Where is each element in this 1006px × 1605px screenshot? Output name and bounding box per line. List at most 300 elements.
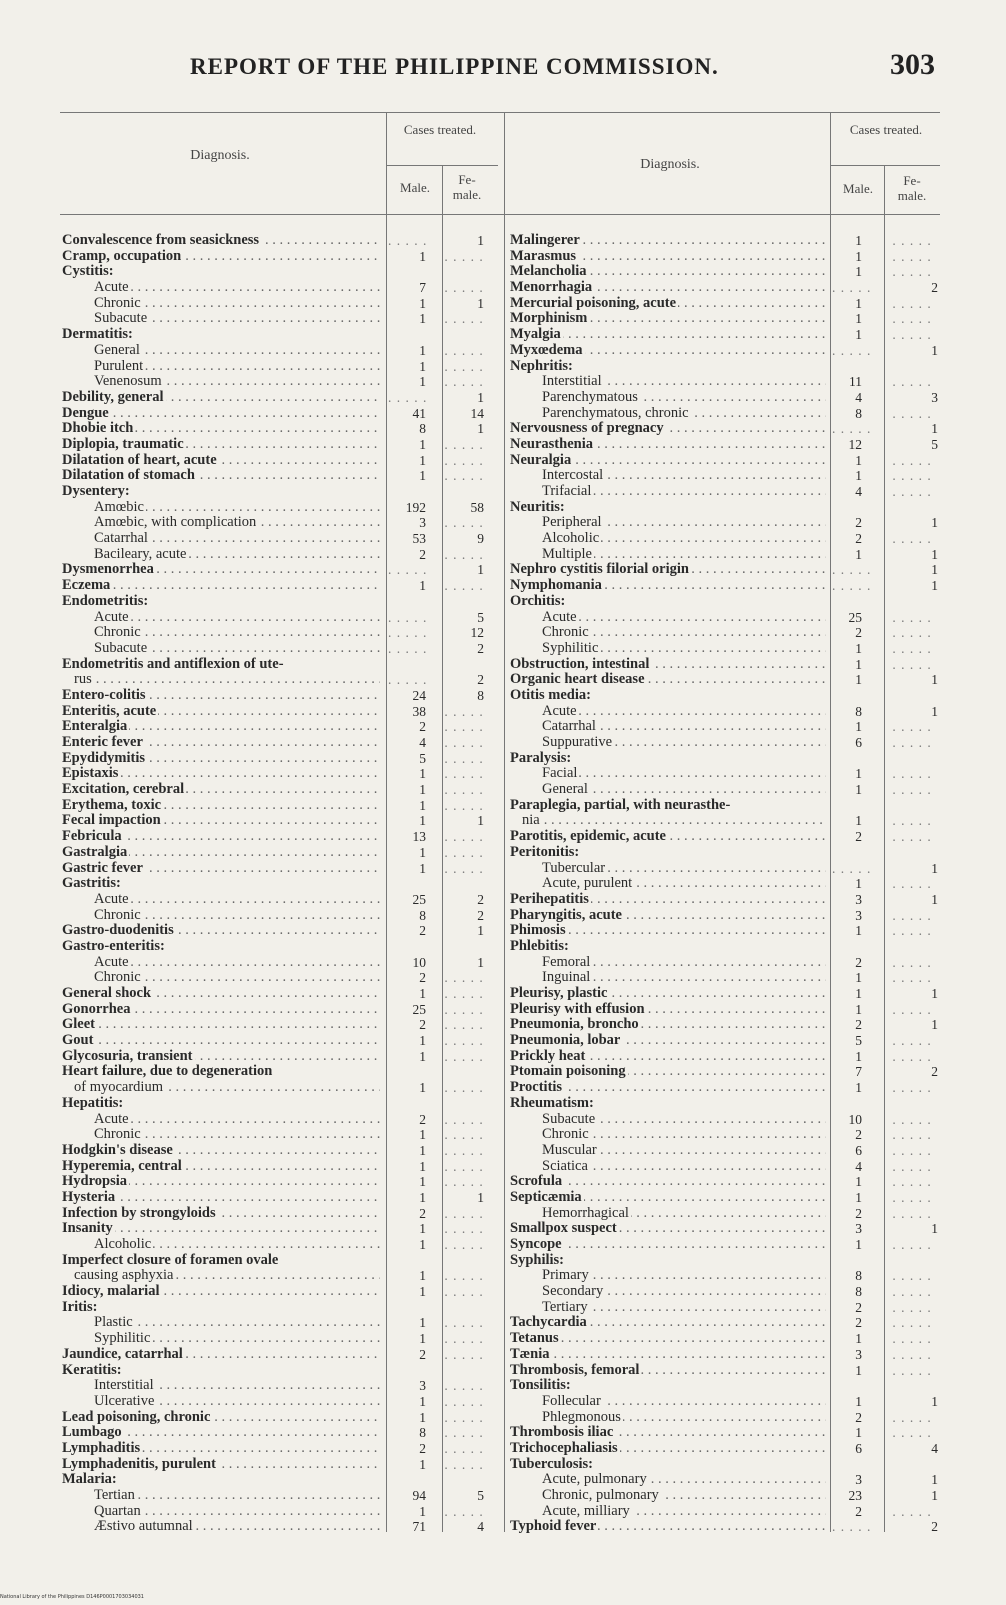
female-count: . . . . .: [444, 1456, 484, 1472]
female-count: . . . . .: [444, 248, 484, 264]
female-count: . . . . .: [892, 1001, 932, 1017]
diagnosis-text: Interstitial: [94, 1378, 154, 1394]
table-row: [510, 1190, 940, 1206]
diagnosis-label: [510, 1441, 826, 1457]
male-count: 1: [419, 1409, 426, 1425]
diagnosis-text: Morphinism: [510, 311, 588, 327]
diagnosis-label: [62, 1284, 380, 1300]
table-row: [510, 1268, 940, 1284]
female-count: . . . . .: [892, 1048, 932, 1064]
table-row: [62, 578, 502, 594]
female-count: . . . . .: [892, 656, 932, 672]
male-count: 1: [855, 546, 862, 562]
diagnosis-text: Subacute: [94, 640, 148, 656]
diagnosis-text: Convalescence from seasickness: [62, 233, 260, 248]
table-top-rule: [60, 112, 940, 113]
table-row: [62, 1378, 502, 1394]
male-count: 3: [419, 515, 426, 531]
diagnosis-label: [62, 1143, 380, 1159]
table-row: [510, 421, 940, 437]
diagnosis-label: [542, 515, 826, 531]
male-count: 1: [855, 295, 862, 311]
diagnosis-label: [510, 1064, 826, 1080]
female-count: 5: [477, 1488, 484, 1503]
diagnosis-text: Acute: [94, 280, 129, 296]
male-count: 8: [855, 1268, 862, 1284]
table-row: [62, 311, 502, 327]
table-row: [510, 1206, 940, 1222]
female-count: . . . . .: [892, 295, 932, 311]
diagnosis-text: Erythema, toxic: [62, 797, 162, 813]
female-count: . . . . .: [892, 264, 932, 280]
diagnosis-text: Pneumonia, lobar: [510, 1033, 621, 1049]
diagnosis-label: [510, 280, 826, 296]
male-count: 192: [405, 499, 426, 515]
diagnosis-text: Interstitial: [542, 374, 602, 390]
diagnosis-label: [62, 766, 380, 782]
diagnosis-text: Chronic: [94, 625, 141, 641]
diagnosis-text: Nervousness of pregnacy: [510, 421, 664, 437]
table-row: [62, 719, 502, 735]
male-count: 2: [419, 1440, 426, 1456]
diagnosis-text: Lumbago: [62, 1425, 122, 1441]
diagnosis-text: Plastic: [94, 1315, 133, 1331]
female-count: . . . . .: [892, 1362, 932, 1378]
left-diagnosis-heading: Diagnosis.: [190, 148, 250, 163]
male-count: 1: [419, 766, 426, 782]
table-row: [510, 1300, 940, 1316]
female-count: . . . . .: [892, 1503, 932, 1519]
diagnosis-label: [542, 468, 826, 484]
diagnosis-text: of myocardium: [74, 1080, 163, 1096]
diagnosis-text: Chronic: [542, 625, 589, 641]
diagnosis-label: [542, 955, 826, 971]
diagnosis-text: Pleurisy, plastic: [510, 986, 608, 1001]
table-row: [62, 876, 502, 892]
diagnosis-text: Acute, pulmonary: [542, 1472, 647, 1488]
diagnosis-label: [542, 484, 826, 500]
table-row: [62, 484, 502, 500]
female-count: . . . . .: [444, 1237, 484, 1252]
female-count: . . . . .: [892, 1425, 932, 1441]
male-count: 2: [419, 546, 426, 562]
female-count: . . . . .: [444, 452, 484, 468]
table-row: [62, 390, 502, 406]
diagnosis-label: [510, 1017, 826, 1033]
male-count: . . . . .: [832, 342, 872, 358]
male-count: 53: [412, 531, 426, 547]
table-row: [510, 1472, 940, 1488]
diagnosis-text: Intercostal: [542, 468, 604, 484]
diagnosis-text: Iritis:: [62, 1299, 98, 1315]
female-count: . . . . .: [444, 986, 484, 1001]
diagnosis-label: [510, 1347, 826, 1363]
diagnosis-label: [510, 359, 826, 375]
male-count: 1: [419, 248, 426, 264]
female-count: . . . . .: [444, 546, 484, 562]
diagnosis-text: Gastro-enteritis:: [62, 938, 165, 954]
male-count: 6: [855, 1440, 862, 1456]
diagnosis-text: Perihepatitis: [510, 891, 589, 907]
diagnosis-label: [62, 845, 380, 861]
diagnosis-text: Otitis media:: [510, 687, 591, 703]
female-count: . . . . .: [892, 1189, 932, 1205]
table-row: [510, 1127, 940, 1143]
male-count: 1: [855, 656, 862, 672]
diagnosis-text: Chronic: [94, 907, 141, 923]
female-count: . . . . .: [444, 1425, 484, 1441]
diagnosis-label: [510, 1190, 826, 1206]
diagnosis-label: [62, 751, 380, 767]
table-row: [510, 327, 940, 343]
diagnosis-text: Femoral: [542, 954, 591, 970]
diagnosis-text: Pneumonia, broncho: [510, 1017, 639, 1033]
table-row: [62, 1441, 502, 1457]
table-row: [510, 390, 940, 406]
female-count: 1: [477, 562, 484, 578]
diagnosis-text: Dysmenorrhea: [62, 562, 154, 578]
table-row: [510, 876, 940, 892]
diagnosis-label: [510, 311, 826, 327]
diagnosis-label: [510, 233, 826, 249]
female-count: . . . . .: [444, 703, 484, 719]
female-count: 2: [477, 891, 484, 907]
male-count: 5: [419, 750, 426, 766]
table-row: [62, 468, 502, 484]
table-row: [510, 657, 940, 673]
diagnosis-label: [542, 970, 826, 986]
table-row: [62, 280, 502, 296]
diagnosis-label: [510, 1237, 826, 1253]
diagnosis-label: [510, 437, 826, 453]
diagnosis-label: [510, 939, 826, 955]
diagnosis-text: Dermatitis:: [62, 327, 133, 343]
male-count: 6: [855, 735, 862, 750]
diagnosis-label: [94, 500, 380, 516]
table-row: [510, 1331, 940, 1347]
diagnosis-label: [94, 1488, 380, 1504]
table-row: [510, 484, 940, 500]
male-count: 13: [412, 829, 426, 845]
female-count: 1: [931, 421, 938, 437]
male-count: 1: [419, 452, 426, 468]
table-row: [510, 1363, 940, 1379]
diagnosis-label: [62, 1221, 380, 1237]
diagnosis-label: [62, 594, 380, 610]
male-count: 1: [855, 1362, 862, 1378]
diagnosis-label: [62, 939, 380, 955]
male-count: 2: [419, 1205, 426, 1221]
male-count: 1: [855, 986, 862, 1001]
male-count: 25: [848, 609, 862, 625]
diagnosis-label: [62, 1425, 380, 1441]
diagnosis-text: Acute: [542, 703, 577, 719]
diagnosis-text: Thrombosis, femoral: [510, 1362, 640, 1378]
table-row: [62, 1064, 502, 1080]
female-count: . . . . .: [444, 1221, 484, 1237]
table-row: [510, 766, 940, 782]
male-count: 2: [419, 1111, 426, 1127]
male-count: 4: [855, 1158, 862, 1174]
female-count: . . . . .: [444, 1142, 484, 1158]
female-count: . . . . .: [892, 327, 932, 343]
table-row: [62, 515, 502, 531]
diagnosis-label: [510, 672, 826, 688]
male-count: 10: [848, 1111, 862, 1127]
female-count: 1: [931, 515, 938, 531]
female-count: . . . . .: [444, 578, 484, 594]
diagnosis-text: Pharyngitis, acute: [510, 907, 622, 923]
diagnosis-text: Acute: [94, 954, 129, 970]
diagnosis-text: Subacute: [94, 311, 148, 327]
table-row: [62, 1394, 502, 1410]
female-count: . . . . .: [892, 311, 932, 327]
diagnosis-label: [62, 688, 380, 704]
table-row: [510, 1284, 940, 1300]
female-count: 1: [931, 562, 938, 578]
table-row: [510, 829, 940, 845]
diagnosis-label: [542, 1410, 826, 1426]
diagnosis-text: Catarrhal: [94, 531, 148, 547]
diagnosis-text: Tonsilitis:: [510, 1378, 571, 1394]
male-count: 1: [419, 986, 426, 1001]
table-row: [510, 1143, 940, 1159]
diagnosis-text: Cystitis:: [62, 264, 114, 280]
diagnosis-label: [62, 719, 380, 735]
female-count: . . . . .: [444, 1033, 484, 1049]
female-count: . . . . .: [892, 1142, 932, 1158]
table-row: [510, 1002, 940, 1018]
diagnosis-label: [542, 531, 826, 547]
diagnosis-label: [94, 343, 380, 359]
female-count: . . . . .: [892, 1111, 932, 1127]
male-count: 4: [855, 389, 862, 405]
female-count: 1: [931, 672, 938, 688]
table-row: [510, 1347, 940, 1363]
diagnosis-label: [94, 908, 380, 924]
female-count: . . . . .: [892, 640, 932, 656]
diagnosis-text: Trifacial: [542, 484, 592, 499]
diagnosis-label: [510, 343, 826, 359]
male-count: . . . . .: [832, 578, 872, 594]
female-count: . . . . .: [444, 1393, 484, 1409]
male-count: 3: [855, 891, 862, 907]
table-row: [510, 453, 940, 469]
table-row: [510, 296, 940, 312]
diagnosis-label: [94, 1378, 380, 1394]
table-row: [62, 531, 502, 547]
diagnosis-text: Marasmus: [510, 248, 577, 264]
male-count: 2: [419, 923, 426, 939]
diagnosis-text: Primary: [542, 1268, 589, 1284]
diagnosis-text: Cramp, occupation: [62, 248, 182, 264]
right-male-heading: Male.: [843, 181, 873, 196]
diagnosis-label: [94, 531, 380, 547]
table-row: [62, 892, 502, 908]
diagnosis-label: [510, 421, 826, 437]
diagnosis-label: [62, 1033, 380, 1049]
male-count: 2: [855, 954, 862, 970]
male-count: 3: [855, 1472, 862, 1488]
diagnosis-text: Hyperemia, central: [62, 1158, 182, 1174]
diagnosis-label: [94, 641, 380, 657]
male-count: 94: [412, 1488, 426, 1503]
diagnosis-text: Neuritis:: [510, 499, 565, 515]
male-count: 1: [855, 327, 862, 343]
table-row: [62, 861, 502, 877]
female-count: . . . . .: [892, 609, 932, 625]
table-row: [510, 1033, 940, 1049]
female-count: . . . . .: [892, 766, 932, 782]
female-count: . . . . .: [892, 970, 932, 986]
female-count: . . . . .: [444, 1017, 484, 1033]
diagnosis-label: [510, 908, 826, 924]
male-count: 2: [419, 719, 426, 735]
diagnosis-label: [94, 892, 380, 908]
male-count: . . . . .: [832, 280, 872, 296]
male-count: 3: [855, 907, 862, 923]
male-count: 1: [855, 1001, 862, 1017]
diagnosis-text: Nymphomania: [510, 578, 602, 594]
female-count: . . . . .: [892, 1127, 932, 1143]
male-count: 1: [419, 374, 426, 390]
diagnosis-label: [542, 1268, 826, 1284]
diagnosis-text: Parenchymatous, chronic: [542, 405, 689, 421]
male-count: 1: [855, 923, 862, 939]
table-row: [510, 1425, 940, 1441]
diagnosis-label: [542, 1504, 826, 1520]
diagnosis-label: [94, 1127, 380, 1143]
table-row: [62, 1174, 502, 1190]
table-row: [510, 468, 940, 484]
male-count: 1: [419, 1080, 426, 1096]
table-row: [510, 970, 940, 986]
diagnosis-text: Enteritis, acute: [62, 703, 157, 719]
female-count: 1: [931, 546, 938, 562]
male-count: 41: [412, 405, 426, 421]
diagnosis-text: Syphilis:: [510, 1252, 564, 1268]
diagnosis-text: Ulcerative: [94, 1393, 155, 1409]
diagnosis-text: Tubercular: [542, 860, 606, 876]
table-row: [62, 1112, 502, 1128]
male-count: 1: [855, 640, 862, 656]
diagnosis-text: Hysteria: [62, 1189, 116, 1205]
page-title: REPORT OF THE PHILIPPINE COMMISSION.: [190, 54, 719, 79]
right-female-heading: Fe-male.: [897, 173, 927, 203]
diagnosis-label: [542, 547, 826, 563]
table-row: [510, 1174, 940, 1190]
diagnosis-label: [542, 704, 826, 720]
table-row: [62, 688, 502, 704]
diagnosis-text: Facial: [542, 766, 578, 782]
female-count: . . . . .: [444, 468, 484, 484]
male-count: 1: [419, 295, 426, 311]
diagnosis-text: General: [94, 342, 140, 358]
female-count: . . . . .: [444, 311, 484, 327]
table-row: [62, 1159, 502, 1175]
table-row: [510, 1457, 940, 1473]
table-row: [62, 437, 502, 453]
female-count: 4: [931, 1440, 938, 1456]
diagnosis-label: [510, 688, 826, 704]
male-count: 1: [855, 970, 862, 986]
diagnosis-label: [62, 1300, 380, 1316]
table-row: [510, 311, 940, 327]
diagnosis-label: [62, 735, 380, 751]
diagnosis-text: Keratitis:: [62, 1362, 122, 1378]
male-count: . . . . .: [832, 1519, 872, 1535]
left-table: [62, 233, 502, 1535]
table-row: [62, 1127, 502, 1143]
diagnosis-label: [542, 406, 826, 422]
male-count: 1: [419, 844, 426, 860]
diagnosis-text: Heart failure, due to degeneration: [62, 1064, 273, 1080]
diagnosis-text: Venenosum: [94, 374, 162, 390]
diagnosis-label: [542, 374, 826, 390]
table-row: [62, 610, 502, 626]
male-count: 1: [855, 672, 862, 688]
diagnosis-label: [522, 813, 826, 829]
table-row: [510, 861, 940, 877]
female-count: . . . . .: [892, 1284, 932, 1300]
male-count: 1: [855, 1080, 862, 1096]
female-count: 1: [477, 389, 484, 405]
footer-credit: National Library of the Philippines D146P0001703034031: [0, 1594, 144, 1600]
female-count: . . . . .: [444, 342, 484, 358]
table-row: [510, 249, 940, 265]
male-count: 1: [419, 1033, 426, 1049]
diagnosis-label: [542, 641, 826, 657]
table-row: [62, 421, 502, 437]
male-count: 1: [419, 1331, 426, 1347]
female-count: . . . . .: [444, 1315, 484, 1331]
table-row: [62, 1033, 502, 1049]
diagnosis-label: [62, 1096, 380, 1112]
male-count: 1: [419, 1237, 426, 1252]
male-count: 1: [855, 1174, 862, 1190]
diagnosis-text: rus: [74, 672, 92, 688]
diagnosis-label: [510, 327, 826, 343]
table-row: [62, 547, 502, 563]
table-row: [62, 406, 502, 422]
diagnosis-label: [62, 1049, 380, 1065]
diagnosis-label: [510, 1096, 826, 1112]
diagnosis-text: Sciatica: [542, 1158, 588, 1174]
female-count: 1: [477, 233, 484, 248]
diagnosis-text: Epydidymitis: [62, 750, 145, 766]
diagnosis-label: [62, 1190, 380, 1206]
female-count: 14: [470, 405, 484, 421]
diagnosis-text: Fecal impaction: [62, 813, 161, 829]
male-count: 1: [419, 797, 426, 813]
female-count: . . . . .: [444, 1048, 484, 1064]
diagnosis-label: [510, 562, 826, 578]
male-count: 1: [855, 248, 862, 264]
male-count: 2: [855, 625, 862, 641]
table-row: [62, 1049, 502, 1065]
female-count: 1: [477, 421, 484, 437]
male-count: 1: [419, 1268, 426, 1284]
male-count: 2: [419, 970, 426, 986]
diagnosis-label: [510, 1519, 826, 1535]
diagnosis-label: [542, 766, 826, 782]
female-count: 1: [931, 578, 938, 594]
female-count: . . . . .: [892, 813, 932, 829]
table-row: [62, 908, 502, 924]
female-count: 1: [931, 860, 938, 876]
table-row: [62, 1143, 502, 1159]
female-count: . . . . .: [892, 954, 932, 970]
